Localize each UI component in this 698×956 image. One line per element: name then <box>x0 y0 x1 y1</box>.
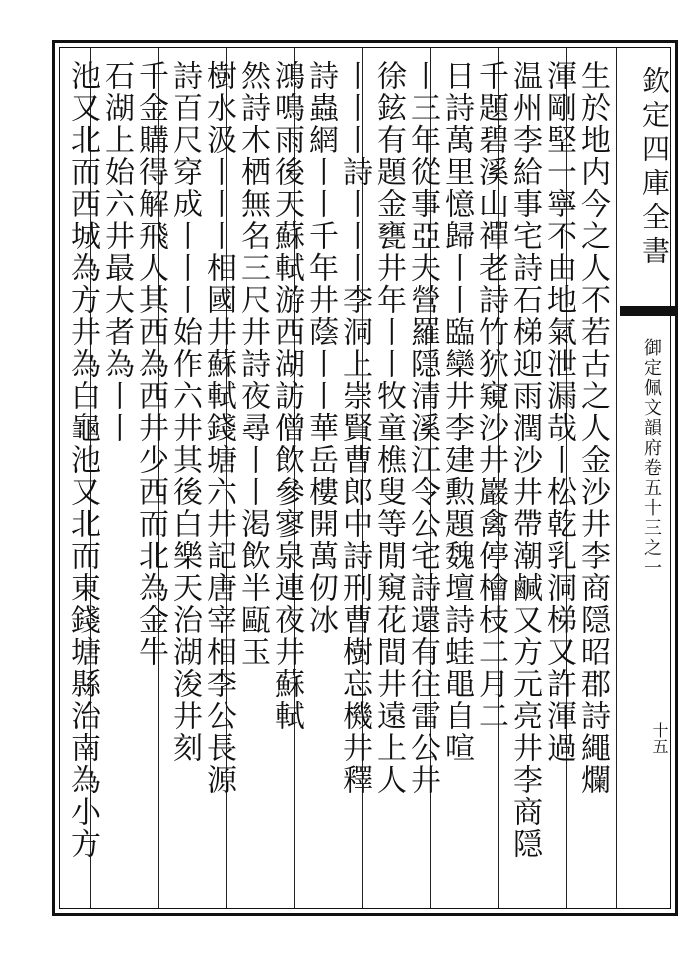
text-column: 日詩萬里憶歸丨丨臨欒井李建勲題魏壇詩蛙黽自喧 <box>439 60 474 764</box>
text-column: 渾剛堅一寧不由地氣泄漏哉丨松乾乳洞梯又許渾過 <box>541 60 576 764</box>
text-column: 詩百尺穿成丨丨丨始作六井其後白樂天治湖浚井刻 <box>167 60 202 764</box>
text-column: 千題碧溪山禪老詩竹狖窺沙井巖禽停檜枝二月二 <box>473 60 508 732</box>
page-number: 十五 <box>650 722 669 754</box>
volume-label: 御定佩文韻府卷五十三之一 <box>641 338 662 578</box>
page-frame <box>52 40 678 916</box>
text-column: 丨丨丨詩丨丨丨李洞上崇賢曹郎中詩刑曹樹忘機井釋 <box>337 60 372 796</box>
text-column: 生於地内今之人不若古之人金沙井李商隠昭郡詩繩爛 <box>575 60 610 796</box>
column-rule <box>616 48 617 908</box>
text-column: 鴻鳴雨後天蘇軾游西湖訪僧飲參寥泉連夜井蘇軾 <box>269 60 304 732</box>
fish-tail-bar <box>620 306 678 316</box>
page-margin <box>620 48 678 908</box>
text-column: 温州李給事宅詩石梯迎雨潤沙井帶潮鹹又方元亮井李商隠 <box>507 60 542 860</box>
text-column: 丨三年從事亞夫營羅隠清溪江令公宅詩還有往雷公井 <box>405 60 440 796</box>
text-column: 然詩木栖無名三尺井詩夜尋丨丨渇飲半甌玉 <box>235 60 270 668</box>
text-column: 詩蟲網丨丨千年井蔭丨丨華岳樓開萬仞冰 <box>303 60 338 636</box>
text-column: 池又北而西城為方井為白龜池又北而東錢塘縣治南為小方 <box>65 60 100 860</box>
text-area <box>59 47 671 909</box>
text-column: 徐鉉有題金甕井年丨丨牧童樵叟等閒窺花間井遠上人 <box>371 60 406 796</box>
text-column: 石湖上始六井最大者為丨丨 <box>99 60 134 444</box>
book-title: 欽定四庫全書 <box>638 66 671 270</box>
text-column: 樹水汲丨丨丨相國井蘇軾錢塘六井記唐宰相李公長源 <box>201 60 236 796</box>
text-column: 千金購得解飛人其西為西井少西而北為金牛 <box>133 60 168 668</box>
